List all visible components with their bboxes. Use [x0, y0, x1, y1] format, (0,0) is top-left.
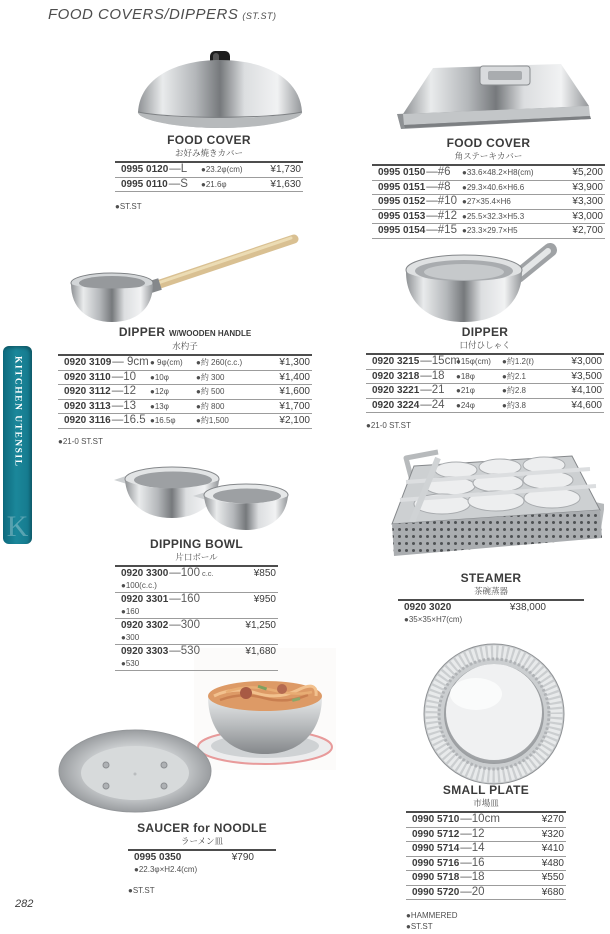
product-size: —#12	[426, 209, 457, 222]
product-code: 0920 3303	[121, 646, 169, 657]
product-code: 0920 3300	[121, 568, 169, 579]
product-price: ¥480	[541, 857, 564, 869]
table-row	[372, 224, 605, 239]
product-spec: ●25.5×32.3×H5.3	[462, 211, 525, 221]
product-size: —16.5	[111, 414, 146, 426]
price-table	[366, 353, 604, 413]
product-spec: ●15φ(cm)	[456, 357, 491, 366]
product-spec: ● 9φ(cm)	[150, 358, 183, 367]
product-price: ¥1,300	[279, 357, 310, 368]
food-cover-round-image	[132, 48, 307, 132]
price-table	[115, 161, 303, 192]
product-spec: ●100(c.c.)	[121, 581, 157, 590]
table-row	[58, 371, 312, 386]
section-subtitle-jp: 市場皿	[473, 798, 499, 808]
product-code: 0920 3302	[121, 620, 169, 631]
product-code: 0920 3110	[64, 371, 111, 383]
table-row	[366, 399, 604, 414]
section-note: ●21-0 ST.ST	[366, 421, 411, 430]
product-spec2: ●約 800	[196, 401, 225, 411]
table-row	[58, 356, 312, 371]
product-spec: ●13φ	[150, 401, 169, 411]
table-row	[372, 195, 605, 210]
product-size: —L	[169, 163, 188, 175]
section-title: DIPPER	[461, 325, 509, 339]
price-table	[398, 599, 584, 626]
section-subtitle-jp: 片口ボール	[175, 552, 218, 562]
product-spec: ●530	[121, 659, 140, 668]
product-size: —13	[111, 399, 137, 412]
price-table	[406, 811, 566, 900]
product-code: 0920 3109	[64, 357, 112, 368]
product-price: ¥38,000	[509, 602, 546, 613]
product-price: ¥1,250	[245, 620, 276, 631]
product-size: — 9cm	[112, 356, 149, 368]
product-spec: ●35×35×H7(cm)	[404, 615, 463, 624]
section-title: SMALL PLATE	[442, 783, 530, 797]
product-price: ¥3,000	[571, 356, 602, 367]
product-price: ¥2,700	[572, 225, 603, 236]
table-row	[406, 813, 566, 828]
section-note: ●ST.ST	[406, 922, 433, 931]
table-row	[115, 178, 303, 193]
product-code: 0995 0110	[121, 178, 168, 190]
product-code: 0995 0153	[378, 210, 426, 222]
product-spec: ●23.2φ(cm)	[201, 165, 243, 174]
product-price: ¥2,100	[279, 415, 310, 426]
food-cover-square-image	[383, 56, 598, 134]
table-row	[115, 163, 303, 178]
table-row	[372, 166, 605, 181]
product-spec2: ●約 300	[196, 372, 225, 382]
product-spec2: ●約2.8	[502, 386, 526, 395]
table-row	[372, 210, 605, 225]
product-code: 0990 5720	[412, 886, 460, 898]
product-spec: ●16.5φ	[150, 416, 176, 425]
section-note: ●21-0 ST.ST	[58, 436, 103, 446]
product-size: —12	[460, 827, 485, 840]
product-size: —10	[111, 370, 137, 383]
product-size: —18	[460, 871, 485, 883]
dipper-wooden-handle-image	[58, 226, 308, 326]
product-code: 0990 5712	[412, 828, 460, 840]
product-code: 0990 5718	[412, 872, 460, 883]
table-row	[372, 181, 605, 196]
product-code: 0995 0152	[378, 196, 426, 207]
price-table	[128, 849, 276, 876]
product-code: 0920 3224	[372, 399, 420, 411]
product-spec: ●21φ	[456, 386, 475, 395]
product-code: 0920 3215	[372, 356, 420, 367]
product-price: ¥3,300	[572, 196, 603, 207]
table-row	[58, 400, 312, 415]
table-row	[406, 842, 566, 857]
product-size: —14	[460, 842, 485, 854]
product-spec2: ●約 500	[196, 387, 225, 396]
product-spec: ●12φ	[150, 387, 169, 396]
table-row	[406, 871, 566, 886]
product-price: ¥790	[231, 852, 254, 863]
product-spec: ●27×35.4×H6	[462, 197, 511, 206]
product-code: 0920 3116	[64, 415, 111, 426]
section-subtitle-jp: 茶碗蒸器	[473, 586, 508, 596]
product-code: 0990 5716	[412, 857, 460, 869]
product-price: ¥1,400	[279, 371, 310, 383]
product-code: 0920 3020	[404, 602, 452, 613]
product-code: 0920 3218	[372, 370, 420, 382]
sidebar-tab-kitchen-utensil	[3, 346, 32, 544]
table-row	[58, 385, 312, 400]
product-code: 0920 3112	[64, 386, 111, 397]
table-row	[115, 645, 278, 671]
product-code: 0920 3301	[121, 594, 169, 605]
product-code: 0995 0350	[134, 852, 182, 863]
section-dipper-wooden	[58, 326, 312, 447]
product-price: ¥5,200	[572, 167, 603, 178]
table-row	[366, 370, 604, 385]
section-small-plate	[406, 784, 566, 932]
page-title-note: (ST.ST)	[242, 11, 277, 21]
section-subtitle-jp: 水杓子	[172, 341, 198, 351]
section-title: FOOD COVER	[167, 133, 251, 147]
product-price: ¥850	[253, 568, 276, 579]
table-row	[115, 619, 278, 645]
product-size: —160	[169, 593, 200, 605]
section-title: SAUCER for NOODLE	[137, 821, 267, 835]
table-row	[366, 355, 604, 370]
product-size: —18	[420, 369, 445, 382]
section-food-cover-square	[372, 137, 605, 239]
section-title: DIPPING BOWL	[150, 537, 243, 551]
table-row	[58, 414, 312, 429]
product-code: 0995 0154	[378, 225, 426, 236]
product-price: ¥1,630	[270, 178, 301, 190]
sidebar-label: KITCHEN UTENSIL	[12, 356, 23, 468]
small-plate-image	[410, 642, 578, 790]
table-row	[115, 593, 278, 619]
section-subtitle-jp: 口付ひしゃく	[459, 340, 511, 350]
product-price: ¥3,500	[571, 370, 602, 382]
section-title: FOOD COVER	[446, 136, 531, 150]
product-code: 0920 3221	[372, 385, 420, 396]
product-code: 0990 5714	[412, 843, 460, 854]
table-row	[128, 851, 276, 876]
product-spec: ●10φ	[150, 372, 169, 382]
price-table	[115, 565, 278, 671]
product-spec: ●22.3φ×H2.4(cm)	[134, 865, 198, 874]
product-spec: ●18φ	[456, 371, 475, 381]
section-food-cover-round	[115, 134, 303, 212]
dipper-image	[394, 238, 564, 326]
product-price: ¥950	[253, 594, 276, 605]
product-spec: ●24φ	[456, 400, 475, 410]
product-code: 0920 3113	[64, 400, 111, 412]
product-price: ¥680	[541, 886, 564, 898]
section-dipping-bowl	[115, 538, 278, 671]
section-steamer	[398, 572, 584, 626]
product-code: 0995 0150	[378, 167, 426, 178]
product-spec: ●21.6φ	[201, 179, 227, 189]
table-row	[406, 886, 566, 901]
product-spec2: ●約 260(c.c.)	[196, 358, 243, 367]
product-price: ¥410	[541, 843, 564, 854]
product-price: ¥1,730	[270, 164, 301, 175]
product-size: —16	[460, 856, 485, 869]
product-code: 0995 0151	[378, 181, 426, 193]
product-price: ¥3,900	[572, 181, 603, 193]
product-price: ¥270	[541, 814, 564, 825]
product-code: 0995 0120	[121, 164, 169, 175]
product-size: —21	[420, 384, 445, 396]
price-table	[58, 354, 312, 429]
product-size: —#6	[426, 166, 451, 178]
table-row	[366, 384, 604, 399]
product-price: ¥4,100	[571, 385, 602, 396]
section-title: STEAMER	[460, 571, 522, 585]
product-size: —300	[169, 619, 200, 631]
section-title: DIPPER W/WOODEN HANDLE	[118, 325, 252, 339]
product-price: ¥1,680	[245, 646, 276, 657]
product-spec: ●23.3×29.7×H5	[462, 226, 518, 235]
product-spec: ●160	[121, 607, 140, 616]
steamer-image	[376, 436, 604, 562]
section-note: ●ST.ST	[128, 886, 155, 895]
table-row	[398, 601, 584, 626]
product-spec: ●300	[121, 633, 140, 642]
table-row	[406, 857, 566, 872]
section-subtitle-jp: 角ステーキカバー	[454, 151, 523, 161]
product-size: —530	[169, 645, 200, 657]
product-price: ¥3,000	[572, 210, 603, 222]
product-spec2: ●約1.2(ℓ)	[502, 357, 534, 366]
page-title-text: FOOD COVERS/DIPPERS	[48, 6, 239, 23]
product-size: —10cm	[460, 813, 500, 825]
product-size: —100	[169, 567, 200, 579]
page-title	[48, 6, 277, 23]
product-size: —12	[111, 385, 137, 397]
product-spec2: ●約1,500	[196, 416, 229, 425]
product-size: —#10	[426, 195, 457, 207]
section-dipper	[366, 326, 604, 431]
product-spec: ●29.3×40.6×H6.6	[462, 182, 525, 192]
product-code: 0990 5710	[412, 814, 460, 825]
section-subtitle-jp: ラーメン皿	[180, 836, 224, 846]
table-row	[406, 828, 566, 843]
product-size: —15cm	[420, 355, 460, 367]
product-size-unit: c.c.	[201, 569, 214, 578]
product-size: —#15	[426, 224, 457, 236]
table-row	[115, 567, 278, 593]
product-size: —S	[168, 177, 188, 190]
product-size: —20	[460, 885, 485, 898]
sidebar-watermark-letter: K	[6, 510, 29, 543]
page-number: 282	[15, 898, 34, 910]
product-spec2: ●約3.8	[502, 400, 526, 410]
noodle-saucer-image	[56, 728, 214, 814]
product-price: ¥320	[541, 828, 564, 840]
section-title-suffix: W/WOODEN HANDLE	[168, 329, 252, 338]
section-saucer-noodle	[128, 822, 276, 896]
section-subtitle-jp: お好み焼きカバー	[174, 148, 243, 158]
section-note: ●HAMMERED	[406, 911, 458, 920]
product-size: —24	[420, 398, 445, 411]
product-price: ¥550	[541, 872, 564, 883]
dipping-bowl-image	[110, 450, 300, 538]
product-spec2: ●約2.1	[502, 371, 526, 381]
product-spec: ●33.6×48.2×H8(cm)	[462, 168, 534, 177]
price-table	[372, 164, 605, 239]
product-price: ¥4,600	[571, 399, 602, 411]
product-size: —#8	[426, 180, 451, 193]
product-price: ¥1,700	[279, 400, 310, 412]
product-price: ¥1,600	[279, 386, 310, 397]
section-note: ●ST.ST	[115, 202, 142, 211]
